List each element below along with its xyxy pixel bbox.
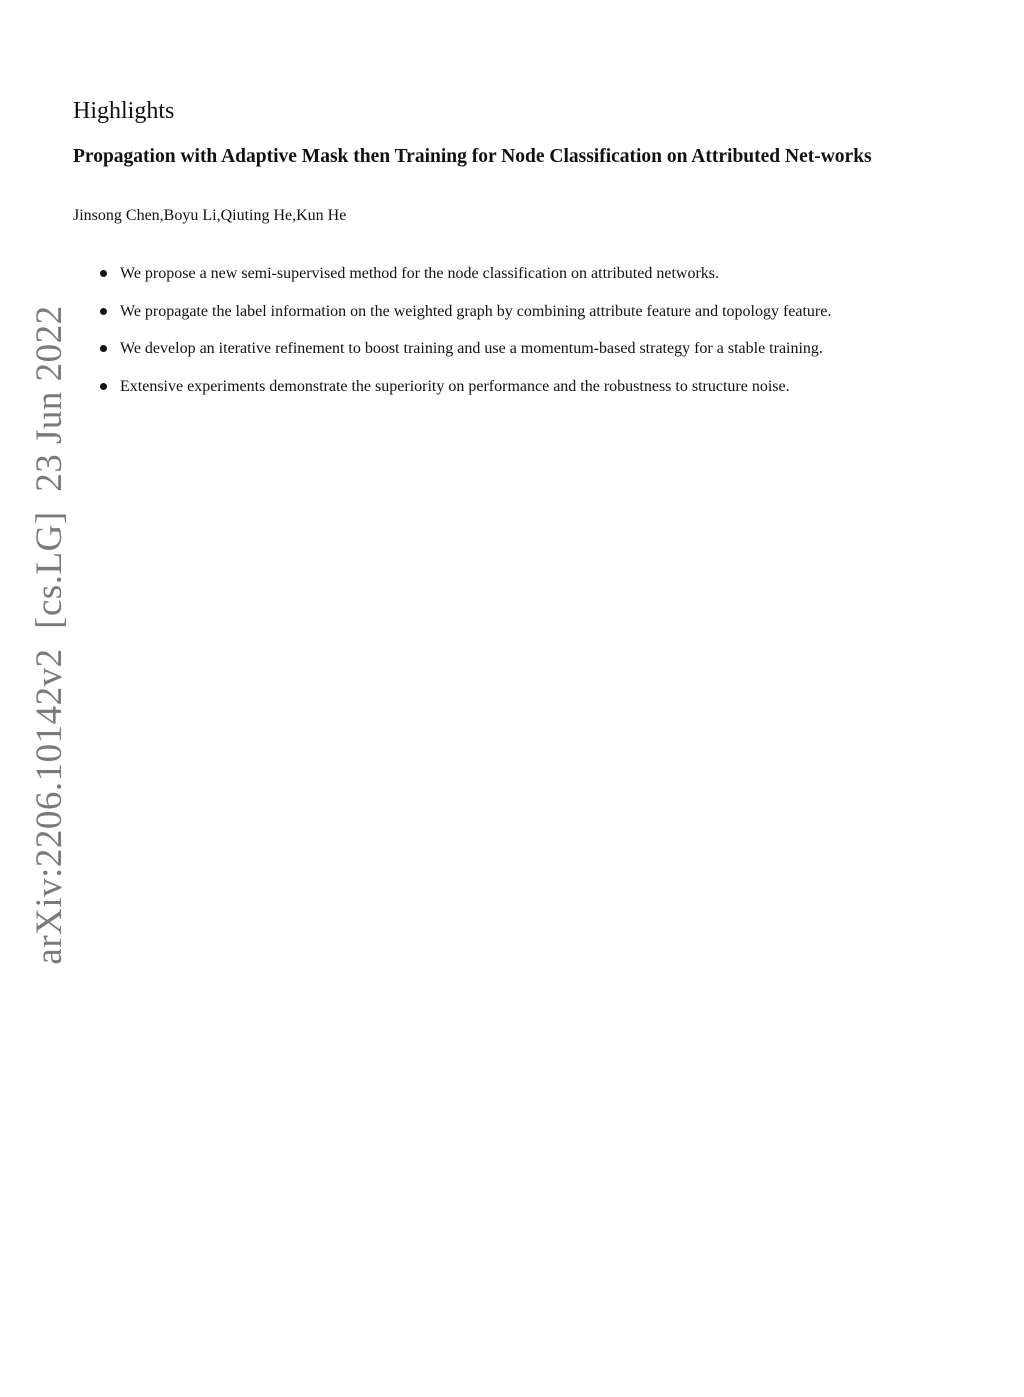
author-list: Jinsong Chen,Boyu Li,Qiuting He,Kun He xyxy=(73,207,347,224)
arxiv-identifier-stamp: arXiv:2206.10142v2 [cs.LG] 23 Jun 2022 xyxy=(29,305,70,965)
highlight-text: We propagate the label information on the weighted graph by combining attribute feature and topology feature. xyxy=(120,302,832,320)
highlights-list xyxy=(100,263,980,413)
list-item xyxy=(100,301,980,339)
bullet-icon xyxy=(100,345,107,352)
bullet-icon xyxy=(100,383,107,390)
highlights-heading: Highlights xyxy=(73,98,175,124)
highlight-text: We develop an iterative refinement to boost training and use a momentum-based strategy for a stable training. xyxy=(120,340,823,357)
bullet-icon xyxy=(100,270,107,277)
list-item xyxy=(100,376,980,414)
list-item xyxy=(100,338,980,376)
list-item xyxy=(100,263,980,301)
paper-title: Propagation with Adaptive Mask then Training for Node Classification on Attributed Net-works xyxy=(73,146,872,167)
highlight-text: We propose a new semi-supervised method for the node classification on attributed networks. xyxy=(120,265,719,282)
bullet-icon xyxy=(100,308,107,315)
highlight-text: Extensive experiments demonstrate the superiority on performance and the robustness to structure noise. xyxy=(120,377,790,395)
